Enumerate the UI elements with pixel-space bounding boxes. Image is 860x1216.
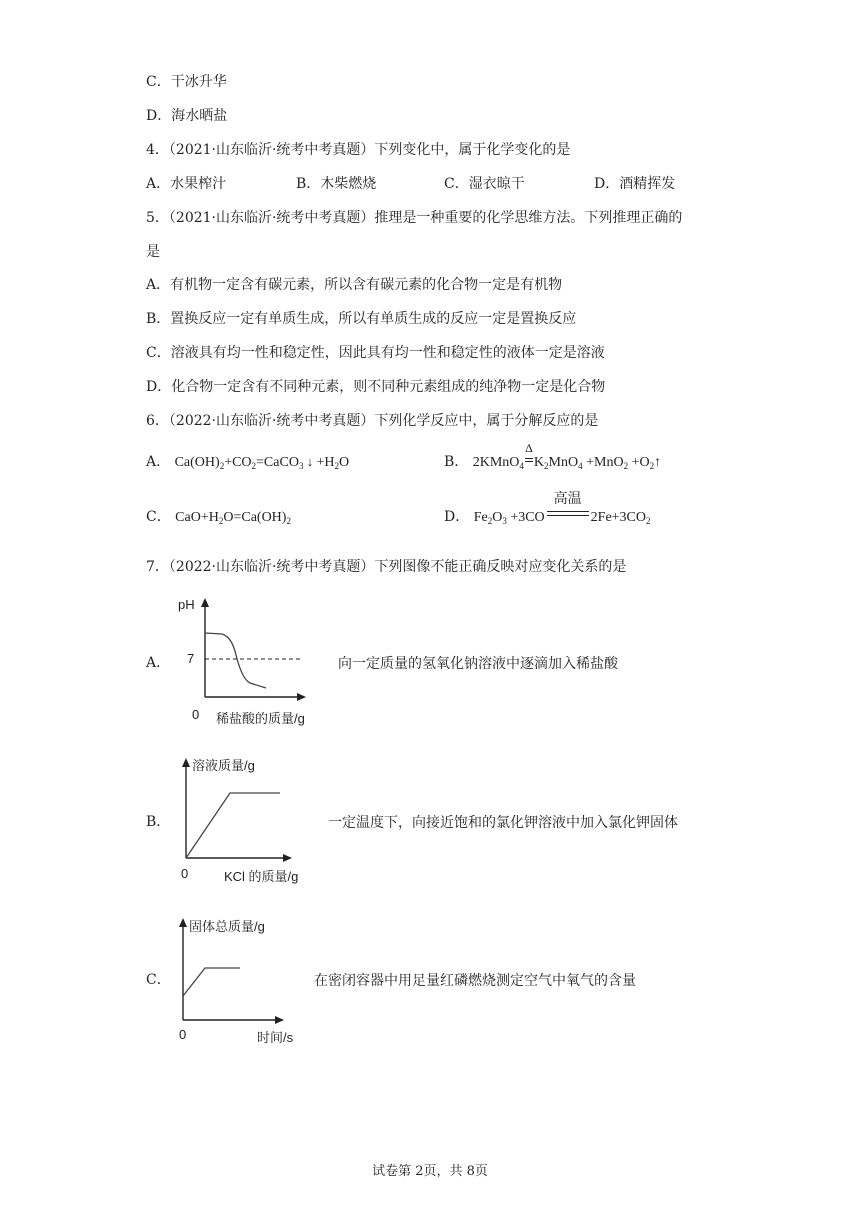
- q7-option-c-description: 在密闭容器中用足量红磷燃烧测定空气中氧气的含量: [314, 973, 636, 989]
- q6-option-b: [444, 441, 662, 473]
- graph-c-svg: [170, 912, 320, 1047]
- graph-b-y-arrow: [182, 758, 190, 767]
- question-5-stem: 5．（2021·山东临沂·统考中考真题）推理是一种重要的化学思维方法。下列推理正确的: [146, 210, 683, 226]
- question-4-stem: 4．（2021·山东临沂·统考中考真题）下列变化中，属于化学变化的是: [146, 142, 571, 158]
- page-footer: 试卷第 2页，共 8页: [372, 1164, 488, 1179]
- q5-option-a: A．有机物一定含有碳元素，所以含有碳元素的化合物一定是有机物: [146, 277, 563, 293]
- graph-c-y-arrow: [179, 918, 187, 927]
- q7-option-a-label: A．: [146, 655, 171, 671]
- graph-b-ylabel: 溶液质量/g: [192, 758, 255, 773]
- graph-b-curve: [186, 793, 280, 858]
- graph-b-origin: 0: [181, 866, 189, 881]
- question-5-stem-cont: 是: [146, 244, 160, 260]
- q5-option-d: D．化合物一定含有不同种元素，则不同种元素组成的纯净物一定是化合物: [146, 379, 606, 395]
- equation-a: $Ca(OH)_2+CO_2=CaCO_3$ ↓ $+H_2O$: [174, 454, 350, 471]
- heat-condition: Δ: [525, 441, 533, 455]
- graph-a-xlabel: 稀盐酸的质量/g: [216, 711, 305, 726]
- graph-a-y-arrow: [201, 598, 209, 607]
- q6-option-a-label: A．: [146, 454, 171, 470]
- graph-a-tick-7: 7: [187, 651, 195, 666]
- q4-option-b: B．木柴燃烧: [296, 176, 377, 192]
- graph-b-x-arrow: [283, 854, 292, 862]
- graph-c-xlabel: 时间/s: [257, 1030, 294, 1045]
- q6-option-a: [146, 452, 349, 473]
- equation-b: 2KMnO$_4$ Δ $K_2MnO_4 +MnO_2$ $+O_2↑$: [473, 455, 661, 470]
- graph-b: [170, 752, 330, 891]
- q6-option-d-label: D．: [444, 509, 470, 525]
- option-d-sea-salt: D．海水晒盐: [146, 108, 228, 124]
- q7-option-a-description: 向一定质量的氢氧化钠溶液中逐滴加入稀盐酸: [338, 656, 618, 672]
- question-6-stem: 6．（2022·山东临沂·统考中考真题）下列化学反应中，属于分解反应的是: [146, 413, 599, 429]
- graph-c-x-arrow: [275, 1016, 284, 1024]
- q5-option-c: C．溶液具有均一性和稳定性，因此具有均一性和稳定性的液体一定是溶液: [146, 345, 605, 361]
- q6-option-c: [146, 507, 291, 528]
- q6-option-b-label: B．: [444, 454, 469, 470]
- graph-c-ylabel: 固体总质量/g: [189, 919, 265, 934]
- equation-d: $Fe_2O_3 +3CO$ 高温 $2Fe+3CO_2$: [473, 492, 651, 526]
- graph-c-origin: 0: [179, 1027, 187, 1042]
- q6-option-c-label: C．: [146, 509, 171, 525]
- graph-c: [170, 912, 320, 1051]
- graph-c-curve: [183, 968, 240, 996]
- graph-a-ylabel: pH: [178, 597, 195, 612]
- q7-option-b-description: 一定温度下，向接近饱和的氯化钾溶液中加入氯化钾固体: [328, 815, 678, 831]
- graph-b-xlabel: KCl 的质量/g: [224, 869, 299, 884]
- q4-option-c: C．湿衣晾干: [444, 176, 525, 192]
- equation-c: $CaO+H_2O=Ca(OH)_2$: [175, 510, 291, 526]
- q7-option-b-label: B．: [146, 814, 171, 830]
- graph-b-svg: [170, 752, 330, 887]
- graph-a-svg: [170, 595, 320, 730]
- q7-option-c-label: C．: [146, 972, 171, 988]
- q5-option-b: B．置换反应一定有单质生成，所以有单质生成的反应一定是置换反应: [146, 311, 577, 327]
- graph-a-curve: [205, 633, 266, 688]
- graph-a: [170, 595, 320, 734]
- question-7-stem: 7．（2022·山东临沂·统考中考真题）下列图像不能正确反映对应变化关系的是: [146, 559, 627, 575]
- q4-option-a: A．水果榨汁: [146, 176, 227, 192]
- q4-option-d: D．酒精挥发: [594, 176, 676, 192]
- q6-option-d: [444, 492, 651, 528]
- option-c-dry-ice: C．干冰升华: [146, 74, 227, 90]
- graph-a-x-arrow: [297, 693, 306, 701]
- graph-a-origin: 0: [192, 707, 200, 722]
- high-temperature-condition: 高温: [553, 492, 582, 507]
